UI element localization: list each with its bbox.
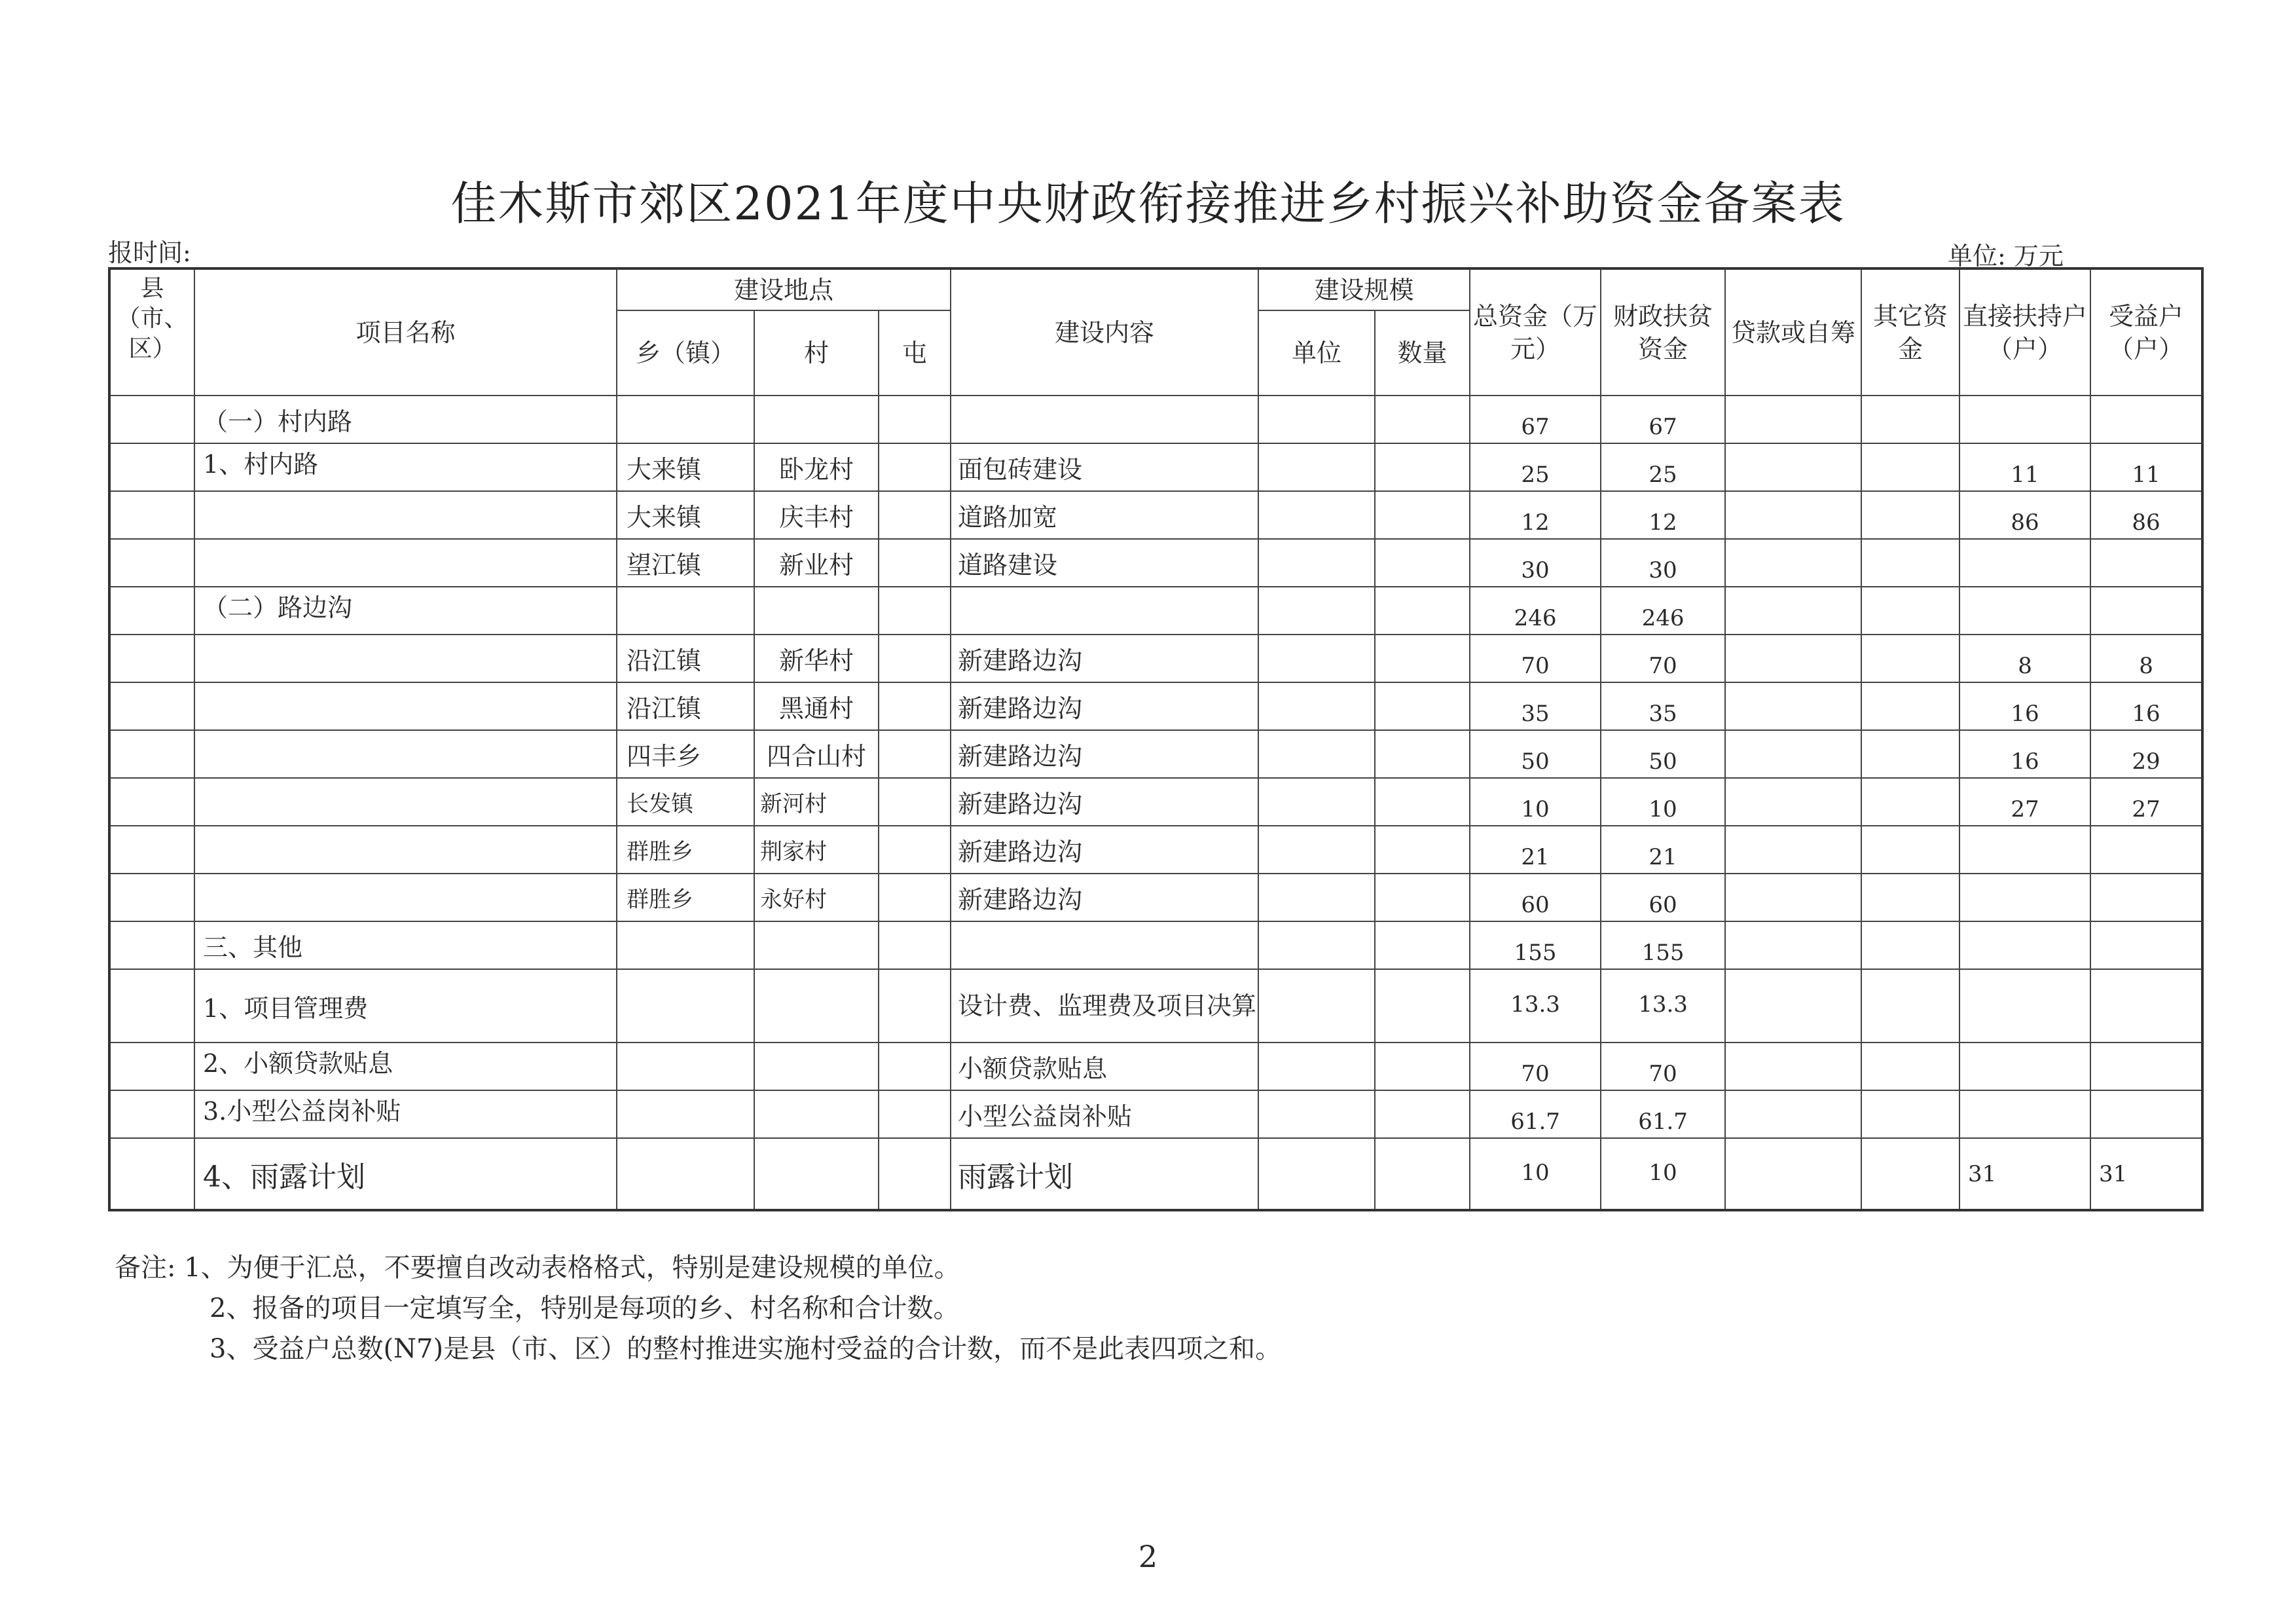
direct-households-cell [1959, 969, 2090, 1043]
other-fund-cell [1861, 921, 1959, 969]
loan-self-cell [1725, 491, 1861, 539]
township-cell: 四丰乡 [617, 730, 754, 778]
tun-cell [879, 682, 951, 730]
table-row [109, 491, 2202, 539]
content-cell: 设计费、监理费及项目决算 [951, 969, 1258, 1043]
header-other-fund: 其它资金 [1861, 268, 1959, 396]
loan-self-cell [1725, 587, 1861, 635]
loan-self-cell [1725, 396, 1861, 443]
beneficiary-households-cell [2090, 1090, 2202, 1138]
county-cell [109, 587, 194, 635]
tun-cell [879, 635, 951, 682]
loan-self-cell [1725, 1138, 1861, 1210]
township-cell: 沿江镇 [617, 682, 754, 730]
tun-cell [879, 778, 951, 826]
county-cell [109, 1043, 194, 1090]
total-fund-cell: 70 [1470, 1043, 1601, 1090]
header-beneficiary-households: 受益户（户） [2090, 268, 2202, 396]
township-cell [617, 969, 754, 1043]
fiscal-fund-cell: 10 [1601, 1138, 1725, 1210]
loan-self-cell [1725, 921, 1861, 969]
loan-self-cell [1725, 443, 1861, 491]
total-fund-cell: 13.3 [1470, 969, 1601, 1043]
scale-qty-cell [1375, 826, 1470, 874]
total-fund-cell: 61.7 [1470, 1090, 1601, 1138]
content-cell: 道路建设 [951, 539, 1258, 587]
township-cell: 群胜乡 [617, 826, 754, 874]
direct-households-cell: 16 [1959, 730, 2090, 778]
beneficiary-households-cell [2090, 539, 2202, 587]
scale-unit-cell [1258, 396, 1375, 443]
loan-self-cell [1725, 874, 1861, 921]
village-cell [754, 587, 879, 635]
fiscal-fund-cell: 155 [1601, 921, 1725, 969]
township-cell [617, 1090, 754, 1138]
township-cell [617, 396, 754, 443]
scale-unit-cell [1258, 491, 1375, 539]
project-name-cell [194, 635, 617, 682]
content-cell: 道路加宽 [951, 491, 1258, 539]
total-fund-cell: 12 [1470, 491, 1601, 539]
content-cell: 新建路边沟 [951, 635, 1258, 682]
scale-qty-cell [1375, 587, 1470, 635]
content-cell [951, 587, 1258, 635]
county-cell [109, 826, 194, 874]
beneficiary-households-cell: 86 [2090, 491, 2202, 539]
tun-cell [879, 1043, 951, 1090]
report-time-label: 报时间: [108, 238, 191, 267]
scale-qty-cell [1375, 874, 1470, 921]
county-cell [109, 491, 194, 539]
beneficiary-households-cell: 31 [2090, 1138, 2202, 1210]
direct-households-cell [1959, 921, 2090, 969]
village-cell: 庆丰村 [754, 491, 879, 539]
content-cell: 新建路边沟 [951, 682, 1258, 730]
table-row [109, 587, 2202, 635]
project-name-cell [194, 730, 617, 778]
county-cell [109, 874, 194, 921]
scale-qty-cell [1375, 969, 1470, 1043]
village-cell: 新河村 [754, 778, 879, 826]
fiscal-fund-cell: 25 [1601, 443, 1725, 491]
fiscal-fund-cell: 246 [1601, 587, 1725, 635]
total-fund-cell: 50 [1470, 730, 1601, 778]
county-cell [109, 1138, 194, 1210]
fiscal-fund-cell: 70 [1601, 1043, 1725, 1090]
project-name-cell: 2、小额贷款贴息 [194, 1043, 617, 1090]
header-fiscal-fund: 财政扶贫资金 [1601, 268, 1725, 396]
other-fund-cell [1861, 491, 1959, 539]
beneficiary-households-cell [2090, 396, 2202, 443]
table-row [109, 969, 2202, 1043]
scale-unit-cell [1258, 969, 1375, 1043]
direct-households-cell [1959, 874, 2090, 921]
note-line-2: 2、报备的项目一定填写全，特别是每项的乡、村名称和合计数。 [210, 1293, 960, 1323]
content-cell [951, 921, 1258, 969]
content-cell: 新建路边沟 [951, 778, 1258, 826]
other-fund-cell [1861, 826, 1959, 874]
fiscal-fund-cell: 60 [1601, 874, 1725, 921]
table-row [109, 682, 2202, 730]
scale-qty-cell [1375, 682, 1470, 730]
beneficiary-households-cell: 8 [2090, 635, 2202, 682]
loan-self-cell [1725, 1090, 1861, 1138]
beneficiary-households-cell [2090, 969, 2202, 1043]
tun-cell [879, 1138, 951, 1210]
direct-households-cell [1959, 587, 2090, 635]
header-county: 县（市、区） [109, 268, 194, 396]
township-cell: 大来镇 [617, 491, 754, 539]
fiscal-fund-cell: 12 [1601, 491, 1725, 539]
beneficiary-households-cell: 29 [2090, 730, 2202, 778]
other-fund-cell [1861, 539, 1959, 587]
header-village: 村 [754, 310, 879, 396]
village-cell [754, 396, 879, 443]
other-fund-cell [1861, 778, 1959, 826]
table-row [109, 635, 2202, 682]
project-name-cell: 1、项目管理费 [194, 969, 617, 1043]
county-cell [109, 969, 194, 1043]
other-fund-cell [1861, 443, 1959, 491]
county-cell [109, 539, 194, 587]
notes-section [115, 1247, 1281, 1369]
project-name-cell [194, 539, 617, 587]
scale-unit-cell [1258, 443, 1375, 491]
village-cell: 卧龙村 [754, 443, 879, 491]
total-fund-cell: 35 [1470, 682, 1601, 730]
total-fund-cell: 60 [1470, 874, 1601, 921]
other-fund-cell [1861, 635, 1959, 682]
project-name-cell [194, 682, 617, 730]
fiscal-fund-cell: 13.3 [1601, 969, 1725, 1043]
direct-households-cell: 31 [1959, 1138, 2090, 1210]
table-row [109, 1138, 2202, 1210]
scale-unit-cell [1258, 1090, 1375, 1138]
village-cell [754, 1043, 879, 1090]
loan-self-cell [1725, 826, 1861, 874]
loan-self-cell [1725, 730, 1861, 778]
project-name-cell [194, 874, 617, 921]
township-cell: 大来镇 [617, 443, 754, 491]
township-cell [617, 1138, 754, 1210]
table-row [109, 1043, 2202, 1090]
table-row [109, 921, 2202, 969]
content-cell: 新建路边沟 [951, 826, 1258, 874]
scale-unit-cell [1258, 730, 1375, 778]
direct-households-cell: 86 [1959, 491, 2090, 539]
direct-households-cell [1959, 1043, 2090, 1090]
header-loan-self: 贷款或自筹 [1725, 268, 1861, 396]
fiscal-fund-cell: 30 [1601, 539, 1725, 587]
header-township: 乡（镇） [617, 310, 754, 396]
header-location: 建设地点 [617, 268, 951, 310]
scale-unit-cell [1258, 1043, 1375, 1090]
village-cell [754, 969, 879, 1043]
tun-cell [879, 491, 951, 539]
tun-cell [879, 443, 951, 491]
county-cell [109, 682, 194, 730]
scale-unit-cell [1258, 778, 1375, 826]
beneficiary-households-cell: 16 [2090, 682, 2202, 730]
beneficiary-households-cell [2090, 874, 2202, 921]
header-scale: 建设规模 [1258, 268, 1470, 310]
village-cell [754, 1138, 879, 1210]
total-fund-cell: 155 [1470, 921, 1601, 969]
scale-qty-cell [1375, 1043, 1470, 1090]
direct-households-cell [1959, 1090, 2090, 1138]
county-cell [109, 443, 194, 491]
other-fund-cell [1861, 969, 1959, 1043]
beneficiary-households-cell [2090, 921, 2202, 969]
township-cell: 沿江镇 [617, 635, 754, 682]
page-number: 2 [1138, 1539, 1158, 1574]
unit-label: 单位: 万元 [1948, 242, 2064, 270]
scale-qty-cell [1375, 443, 1470, 491]
other-fund-cell [1861, 682, 1959, 730]
township-cell: 群胜乡 [617, 874, 754, 921]
total-fund-cell: 10 [1470, 778, 1601, 826]
county-cell [109, 635, 194, 682]
scale-qty-cell [1375, 491, 1470, 539]
content-cell: 小型公益岗补贴 [951, 1090, 1258, 1138]
note-line-3: 3、受益户总数(N7)是县（市、区）的整村推进实施村受益的合计数，而不是此表四项之和。 [210, 1334, 1282, 1364]
loan-self-cell [1725, 969, 1861, 1043]
village-cell: 新业村 [754, 539, 879, 587]
fiscal-fund-cell: 10 [1601, 778, 1725, 826]
fiscal-fund-cell: 50 [1601, 730, 1725, 778]
content-cell [951, 396, 1258, 443]
other-fund-cell [1861, 1043, 1959, 1090]
other-fund-cell [1861, 396, 1959, 443]
scale-unit-cell [1258, 539, 1375, 587]
township-cell: 望江镇 [617, 539, 754, 587]
tun-cell [879, 969, 951, 1043]
loan-self-cell [1725, 778, 1861, 826]
project-name-cell: 3.小型公益岗补贴 [194, 1090, 617, 1138]
tun-cell [879, 730, 951, 778]
project-name-cell: 1、村内路 [194, 443, 617, 491]
scale-qty-cell [1375, 921, 1470, 969]
scale-qty-cell [1375, 1138, 1470, 1210]
scale-qty-cell [1375, 778, 1470, 826]
scale-unit-cell [1258, 1138, 1375, 1210]
table-row [109, 1090, 2202, 1138]
project-name-cell [194, 826, 617, 874]
tun-cell [879, 396, 951, 443]
tun-cell [879, 826, 951, 874]
township-cell [617, 1043, 754, 1090]
county-cell [109, 730, 194, 778]
direct-households-cell: 27 [1959, 778, 2090, 826]
other-fund-cell [1861, 1138, 1959, 1210]
direct-households-cell [1959, 396, 2090, 443]
content-cell: 雨露计划 [951, 1138, 1258, 1210]
project-name-cell: （二）路边沟 [194, 587, 617, 635]
tun-cell [879, 539, 951, 587]
loan-self-cell [1725, 539, 1861, 587]
fiscal-fund-cell: 67 [1601, 396, 1725, 443]
header-tun: 屯 [879, 310, 951, 396]
content-cell: 小额贷款贴息 [951, 1043, 1258, 1090]
fiscal-fund-cell: 35 [1601, 682, 1725, 730]
village-cell: 新华村 [754, 635, 879, 682]
other-fund-cell [1861, 1090, 1959, 1138]
village-cell: 四合山村 [754, 730, 879, 778]
beneficiary-households-cell: 27 [2090, 778, 2202, 826]
beneficiary-households-cell [2090, 587, 2202, 635]
scale-unit-cell [1258, 826, 1375, 874]
direct-households-cell: 8 [1959, 635, 2090, 682]
tun-cell [879, 921, 951, 969]
village-cell: 永好村 [754, 874, 879, 921]
village-cell: 黑通村 [754, 682, 879, 730]
header-scale-unit: 单位 [1258, 310, 1375, 396]
content-cell: 面包砖建设 [951, 443, 1258, 491]
other-fund-cell [1861, 730, 1959, 778]
loan-self-cell [1725, 1043, 1861, 1090]
village-cell [754, 921, 879, 969]
direct-households-cell [1959, 826, 2090, 874]
table-row [109, 443, 2202, 491]
project-name-cell [194, 778, 617, 826]
page-title: 佳木斯市郊区2021年度中央财政衔接推进乡村振兴补助资金备案表 [450, 177, 1846, 231]
tun-cell [879, 587, 951, 635]
total-fund-cell: 246 [1470, 587, 1601, 635]
scale-qty-cell [1375, 539, 1470, 587]
table-row [109, 826, 2202, 874]
tun-cell [879, 1090, 951, 1138]
project-name-cell: 4、雨露计划 [194, 1138, 617, 1210]
tun-cell [879, 874, 951, 921]
total-fund-cell: 10 [1470, 1138, 1601, 1210]
project-name-cell [194, 491, 617, 539]
table-row [109, 539, 2202, 587]
table-row [109, 730, 2202, 778]
village-cell [754, 1090, 879, 1138]
total-fund-cell: 67 [1470, 396, 1601, 443]
total-fund-cell: 70 [1470, 635, 1601, 682]
table-row [109, 874, 2202, 921]
scale-qty-cell [1375, 730, 1470, 778]
scale-unit-cell [1258, 682, 1375, 730]
scale-qty-cell [1375, 635, 1470, 682]
other-fund-cell [1861, 874, 1959, 921]
loan-self-cell [1725, 635, 1861, 682]
township-cell [617, 921, 754, 969]
direct-households-cell: 16 [1959, 682, 2090, 730]
loan-self-cell [1725, 682, 1861, 730]
scale-qty-cell [1375, 1090, 1470, 1138]
township-cell: 长发镇 [617, 778, 754, 826]
project-name-cell: 三、其他 [194, 921, 617, 969]
township-cell [617, 587, 754, 635]
header-direct-households: 直接扶持户（户） [1959, 268, 2090, 396]
scale-qty-cell [1375, 396, 1470, 443]
other-fund-cell [1861, 587, 1959, 635]
scale-unit-cell [1258, 921, 1375, 969]
table-row [109, 396, 2202, 443]
direct-households-cell: 11 [1959, 443, 2090, 491]
total-fund-cell: 25 [1470, 443, 1601, 491]
village-cell: 荆家村 [754, 826, 879, 874]
county-cell [109, 778, 194, 826]
scale-unit-cell [1258, 874, 1375, 921]
total-fund-cell: 21 [1470, 826, 1601, 874]
note-line-1: 备注: 1、为便于汇总，不要擅自改动表格格式，特别是建设规模的单位。 [115, 1253, 960, 1283]
funding-table [108, 267, 2204, 1211]
fiscal-fund-cell: 70 [1601, 635, 1725, 682]
table-row [109, 778, 2202, 826]
fiscal-fund-cell: 61.7 [1601, 1090, 1725, 1138]
scale-unit-cell [1258, 587, 1375, 635]
county-cell [109, 1090, 194, 1138]
header-content: 建设内容 [951, 268, 1258, 396]
county-cell [109, 396, 194, 443]
header-total-fund: 总资金（万元） [1470, 268, 1601, 396]
project-name-cell: （一）村内路 [194, 396, 617, 443]
beneficiary-households-cell [2090, 1043, 2202, 1090]
header-scale-qty: 数量 [1375, 310, 1470, 396]
content-cell: 新建路边沟 [951, 730, 1258, 778]
content-cell: 新建路边沟 [951, 874, 1258, 921]
header-project-name: 项目名称 [194, 268, 617, 396]
direct-households-cell [1959, 539, 2090, 587]
fiscal-fund-cell: 21 [1601, 826, 1725, 874]
beneficiary-households-cell [2090, 826, 2202, 874]
beneficiary-households-cell: 11 [2090, 443, 2202, 491]
scale-unit-cell [1258, 635, 1375, 682]
county-cell [109, 921, 194, 969]
total-fund-cell: 30 [1470, 539, 1601, 587]
